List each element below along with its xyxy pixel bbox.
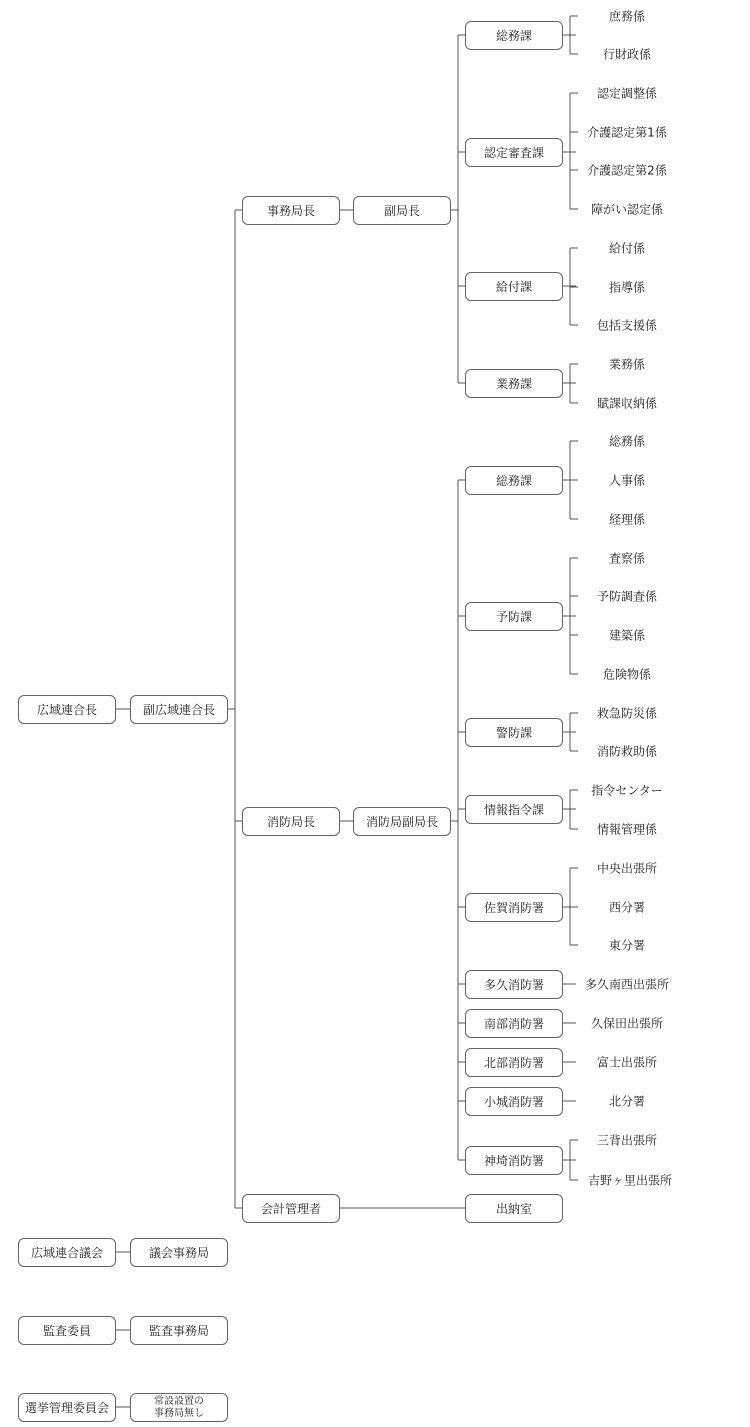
shobo-division-box xyxy=(465,466,563,495)
jimu-head-label: 事務局長 xyxy=(266,204,315,218)
shobo-unit-label: 査察係 xyxy=(608,551,646,566)
shobo-unit-label: 経理係 xyxy=(608,512,646,527)
shobo-unit-label: 危険物係 xyxy=(602,667,652,682)
jimu-head-box xyxy=(242,196,340,225)
jimu-unit-label: 賦課収納係 xyxy=(596,396,658,411)
shobo-unit-label: 予防調査係 xyxy=(596,589,658,604)
shobo-unit-label: 情報管理係 xyxy=(596,822,658,837)
shobo-division-label: 多久消防署 xyxy=(483,978,544,992)
kaikei-office-box xyxy=(465,1194,563,1223)
shobo-division-label: 小城消防署 xyxy=(483,1095,544,1109)
shobo-unit-label: 消防救助係 xyxy=(596,744,658,759)
shobo-unit-label: 東分署 xyxy=(608,938,646,953)
shobo-unit-label: 久保田出張所 xyxy=(590,1016,664,1031)
shobo-head-box xyxy=(242,807,340,836)
audit-secretariat-box xyxy=(130,1316,228,1345)
election-box xyxy=(18,1393,116,1422)
shobo-division-label: 北部消防署 xyxy=(483,1056,544,1070)
shobo-division-box xyxy=(465,1048,563,1077)
jimu-division-label: 業務課 xyxy=(495,377,532,391)
shobo-division-box xyxy=(465,1009,563,1038)
shobo-unit-label: 西分署 xyxy=(608,900,646,915)
assembly-secretariat-box xyxy=(130,1238,228,1267)
election-secretariat-box xyxy=(130,1393,228,1422)
shobo-unit-label: 中央出張所 xyxy=(596,861,658,876)
shobo-division-box xyxy=(465,795,563,824)
audit-label: 監査委員 xyxy=(42,1324,91,1338)
shobo-unit-label: 総務係 xyxy=(608,434,646,449)
shobo-unit-label: 北分署 xyxy=(608,1094,646,1109)
election-secretariat-line2: 事務局無し xyxy=(154,1407,204,1419)
shobo-unit-label: 建築係 xyxy=(608,628,646,643)
shobo-division-box xyxy=(465,970,563,999)
kaikei-head-label: 会計管理者 xyxy=(260,1202,321,1216)
shobo-unit-label: 富士出張所 xyxy=(596,1055,658,1070)
jimu-division-box xyxy=(465,21,563,50)
shobo-division-label: 総務課 xyxy=(495,474,532,488)
shobo-division-box xyxy=(465,893,563,922)
jimu-unit-label: 指導係 xyxy=(608,280,646,295)
jimu-division-label: 認定審査課 xyxy=(483,146,544,160)
shobo-unit-label: 人事係 xyxy=(608,473,646,488)
shobo-head-label: 消防局長 xyxy=(266,815,315,829)
kaikei-office-label: 出納室 xyxy=(495,1202,532,1216)
jimu-division-box xyxy=(465,138,563,167)
shobo-division-label: 情報指令課 xyxy=(483,803,544,817)
shobo-division-label: 南部消防署 xyxy=(483,1017,544,1031)
jimu-deputy-box xyxy=(353,196,451,225)
jimu-division-label: 総務課 xyxy=(495,29,532,43)
kaikei-head-box xyxy=(242,1194,340,1223)
shobo-unit-label: 救急防災係 xyxy=(596,706,658,721)
shobo-division-box xyxy=(465,1087,563,1116)
shobo-division-label: 予防課 xyxy=(495,610,532,624)
jimu-unit-label: 介護認定第1係 xyxy=(587,125,667,140)
jimu-unit-label: 障がい認定係 xyxy=(590,202,664,217)
jimu-division-label: 給付課 xyxy=(495,280,532,294)
jimu-unit-label: 給付係 xyxy=(608,241,646,256)
shobo-unit-label: 三背出張所 xyxy=(596,1133,658,1148)
jimu-unit-label: 業務係 xyxy=(608,357,646,372)
audit-secretariat-label: 監査事務局 xyxy=(148,1324,209,1338)
jimu-unit-label: 行財政係 xyxy=(602,47,652,62)
shobo-unit-label: 多久南西出張所 xyxy=(584,977,670,992)
vice-chief-label: 副広域連合長 xyxy=(142,703,215,717)
assembly-secretariat-label: 議会事務局 xyxy=(148,1246,209,1260)
jimu-unit-label: 包括支援係 xyxy=(596,318,658,333)
shobo-deputy-label: 消防局副局長 xyxy=(365,815,438,829)
jimu-unit-label: 認定調整係 xyxy=(596,86,658,101)
assembly-box xyxy=(18,1238,116,1267)
jimu-deputy-label: 副局長 xyxy=(383,204,420,218)
jimu-unit-label: 庶務係 xyxy=(608,9,646,24)
election-label: 選挙管理委員会 xyxy=(24,1401,109,1415)
jimu-unit-label: 介護認定第2係 xyxy=(587,163,667,178)
shobo-unit-label: 指令センター xyxy=(591,783,663,798)
audit-box xyxy=(18,1316,116,1345)
shobo-unit-label: 吉野ヶ里出張所 xyxy=(587,1173,673,1188)
jimu-division-box xyxy=(465,272,563,301)
shobo-division-label: 佐賀消防署 xyxy=(483,901,544,915)
shobo-division-box xyxy=(465,718,563,747)
vice-chief-box xyxy=(130,695,228,724)
chief-label: 広域連合長 xyxy=(36,703,97,717)
shobo-division-box xyxy=(465,1146,563,1175)
shobo-division-box xyxy=(465,602,563,631)
shobo-division-label: 警防課 xyxy=(495,726,532,740)
election-secretariat-line1: 常設設置の xyxy=(154,1395,204,1407)
jimu-division-box xyxy=(465,369,563,398)
shobo-division-label: 神埼消防署 xyxy=(483,1154,544,1168)
shobo-deputy-box xyxy=(353,807,451,836)
chief-box xyxy=(18,695,116,724)
assembly-label: 広域連合議会 xyxy=(30,1246,103,1260)
